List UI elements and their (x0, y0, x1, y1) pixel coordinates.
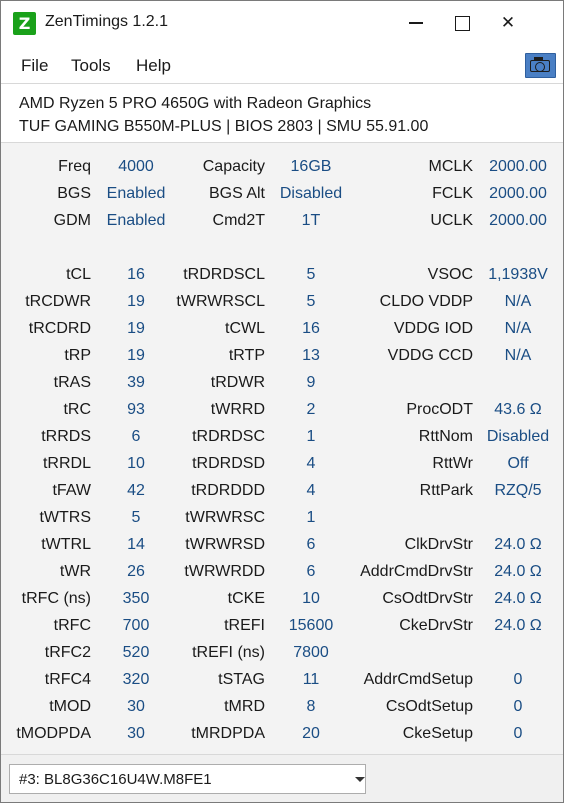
timing-value: Off (507, 455, 529, 472)
timing-value: 6 (306, 563, 316, 580)
timing-label: tCL (66, 266, 91, 283)
timing-value: 16GB (290, 158, 332, 175)
timing-label: tMRD (224, 698, 265, 715)
timing-value: 39 (127, 374, 145, 391)
timing-value: 19 (127, 320, 145, 337)
timing-label: tRAS (53, 374, 91, 391)
timing-value: 350 (122, 590, 150, 607)
timing-label: Capacity (202, 158, 265, 175)
timing-label: tRDRDSCL (183, 266, 265, 283)
timing-value: Disabled (486, 428, 550, 445)
timing-value: 24.0 Ω (494, 617, 542, 634)
timing-value: 520 (122, 644, 150, 661)
timing-label: tRCDRD (28, 320, 91, 337)
timing-value: Disabled (279, 185, 343, 202)
timing-value: 43.6 Ω (494, 401, 542, 418)
timing-value: 2000.00 (489, 158, 547, 175)
menu-tools[interactable]: Tools (71, 56, 111, 75)
timing-value: 320 (122, 671, 150, 688)
maximize-icon (455, 16, 470, 31)
timing-value: 30 (127, 725, 145, 742)
timing-label: tFAW (52, 482, 91, 499)
timing-label: VDDG CCD (387, 347, 473, 364)
timing-label: CsOdtDrvStr (382, 590, 473, 607)
timing-label: tRDRDSC (192, 428, 265, 445)
timing-value: 0 (513, 671, 523, 688)
timing-label: tRDWR (210, 374, 265, 391)
timing-label: UCLK (430, 212, 473, 229)
timing-label: RttNom (418, 428, 473, 445)
timing-value: 5 (131, 509, 141, 526)
timing-label: tRCDWR (25, 293, 91, 310)
timing-label: RttWr (432, 455, 473, 472)
timings-panel (1, 143, 563, 754)
timing-value: 5 (306, 293, 316, 310)
memory-module-select[interactable] (9, 764, 366, 794)
timing-label: tCWL (225, 320, 265, 337)
timing-value: 2 (306, 401, 316, 418)
timing-label: FCLK (432, 185, 473, 202)
timing-label: tRFC4 (44, 671, 91, 688)
timing-label: tREFI (ns) (192, 644, 265, 661)
timing-label: tMRDPDA (191, 725, 265, 742)
menu-help[interactable]: Help (136, 56, 171, 75)
timing-label: tWRWRSC (185, 509, 265, 526)
timing-value: 1 (306, 428, 316, 445)
timing-label: tRRDS (41, 428, 91, 445)
menu-file[interactable]: File (21, 56, 49, 75)
timing-value: 4 (306, 455, 316, 472)
timing-label: tCKE (227, 590, 265, 607)
menu-bar (1, 45, 563, 83)
timing-label: tWR (59, 563, 91, 580)
timing-label: Freq (58, 158, 91, 175)
window-title: ZenTimings 1.2.1 (45, 13, 169, 30)
close-icon: ✕ (500, 13, 516, 33)
timing-label: MCLK (428, 158, 473, 175)
timing-label: tRDRDSD (192, 455, 265, 472)
timing-label: tMOD (49, 698, 91, 715)
timing-value: 16 (127, 266, 145, 283)
maximize-button[interactable] (439, 1, 485, 45)
memory-module-value: #3: BL8G36C16U4W.M8FE1 (19, 771, 212, 788)
timing-label: tRRDL (42, 455, 91, 472)
timing-value: 19 (127, 347, 145, 364)
timing-label: CLDO VDDP (379, 293, 473, 310)
timing-label: BGS (57, 185, 91, 202)
timing-value: 14 (127, 536, 145, 553)
title-bar[interactable] (1, 1, 563, 45)
timing-value: 1,1938V (488, 266, 548, 283)
timing-value: 700 (122, 617, 150, 634)
footer (1, 754, 563, 803)
timing-label: AddrCmdDrvStr (360, 563, 473, 580)
timing-value: 10 (127, 455, 145, 472)
timing-value: 8 (306, 698, 316, 715)
timing-label: CkeDrvStr (399, 617, 473, 634)
close-button[interactable] (485, 1, 531, 45)
timing-value: 2000.00 (489, 212, 547, 229)
timing-value: 20 (302, 725, 320, 742)
timing-value: 9 (306, 374, 316, 391)
timing-value: 93 (127, 401, 145, 418)
timing-value: 5 (306, 266, 316, 283)
timing-label: GDM (53, 212, 91, 229)
timing-label: tRDRDDD (191, 482, 265, 499)
timing-label: Cmd2T (212, 212, 265, 229)
minimize-icon (409, 22, 423, 23)
timing-value: 16 (302, 320, 320, 337)
timing-value: 15600 (288, 617, 334, 634)
timing-value: 4 (306, 482, 316, 499)
timing-value: 1 (306, 509, 316, 526)
timing-label: tRFC (ns) (21, 590, 91, 607)
timing-value: N/A (504, 320, 532, 337)
timing-label: tRFC2 (44, 644, 91, 661)
timing-label: RttPark (419, 482, 473, 499)
app-icon-letter: Z (18, 14, 31, 33)
timing-label: tRTP (228, 347, 265, 364)
timing-value: RZQ/5 (494, 482, 542, 499)
timing-value: N/A (504, 347, 532, 364)
timing-label: tRP (64, 347, 91, 364)
timing-label: CsOdtSetup (385, 698, 473, 715)
timing-value: 6 (306, 536, 316, 553)
timing-value: 10 (302, 590, 320, 607)
timing-value: Enabled (106, 212, 166, 229)
timing-label: tWRWRSD (185, 536, 265, 553)
timing-label: tRFC (53, 617, 91, 634)
timing-value: 2000.00 (489, 185, 547, 202)
zentimings-app-icon (13, 12, 36, 35)
timing-value: 1T (301, 212, 321, 229)
cpu-name: AMD Ryzen 5 PRO 4650G with Radeon Graphics (19, 95, 372, 112)
timing-value: N/A (504, 293, 532, 310)
timing-value: 11 (302, 671, 320, 688)
timing-label: AddrCmdSetup (363, 671, 473, 688)
timing-label: tWTRS (39, 509, 91, 526)
timing-label: tWRWRDD (184, 563, 265, 580)
timing-label: tWRRD (210, 401, 265, 418)
timing-label: VSOC (427, 266, 473, 283)
timing-value: 42 (127, 482, 145, 499)
timing-label: ProcODT (406, 401, 473, 418)
timing-label: CkeSetup (402, 725, 473, 742)
timing-value: 6 (131, 428, 141, 445)
screenshot-button[interactable] (525, 53, 556, 78)
board-info: TUF GAMING B550M-PLUS | BIOS 2803 | SMU 55.91.00 (19, 118, 429, 135)
timing-label: BGS Alt (208, 185, 265, 202)
timing-label: tSTAG (218, 671, 265, 688)
timing-value: 24.0 Ω (494, 536, 542, 553)
timing-value: 24.0 Ω (494, 563, 542, 580)
timing-label: tRC (63, 401, 91, 418)
timing-label: tMODPDA (16, 725, 91, 742)
timing-value: 0 (513, 698, 523, 715)
timing-value: 13 (302, 347, 320, 364)
timing-value: 19 (127, 293, 145, 310)
timing-value: 30 (127, 698, 145, 715)
timing-value: 0 (513, 725, 523, 742)
timing-value: 26 (127, 563, 145, 580)
timing-label: tWRWRSCL (176, 293, 265, 310)
timing-label: tREFI (224, 617, 265, 634)
timing-value: 24.0 Ω (494, 590, 542, 607)
timing-value: Enabled (106, 185, 166, 202)
timing-label: tWTRL (41, 536, 91, 553)
timing-label: ClkDrvStr (404, 536, 473, 553)
timing-value: 4000 (118, 158, 154, 175)
system-info (1, 84, 563, 142)
timing-label: VDDG IOD (393, 320, 473, 337)
timing-value: 7800 (293, 644, 329, 661)
minimize-button[interactable] (393, 1, 439, 45)
